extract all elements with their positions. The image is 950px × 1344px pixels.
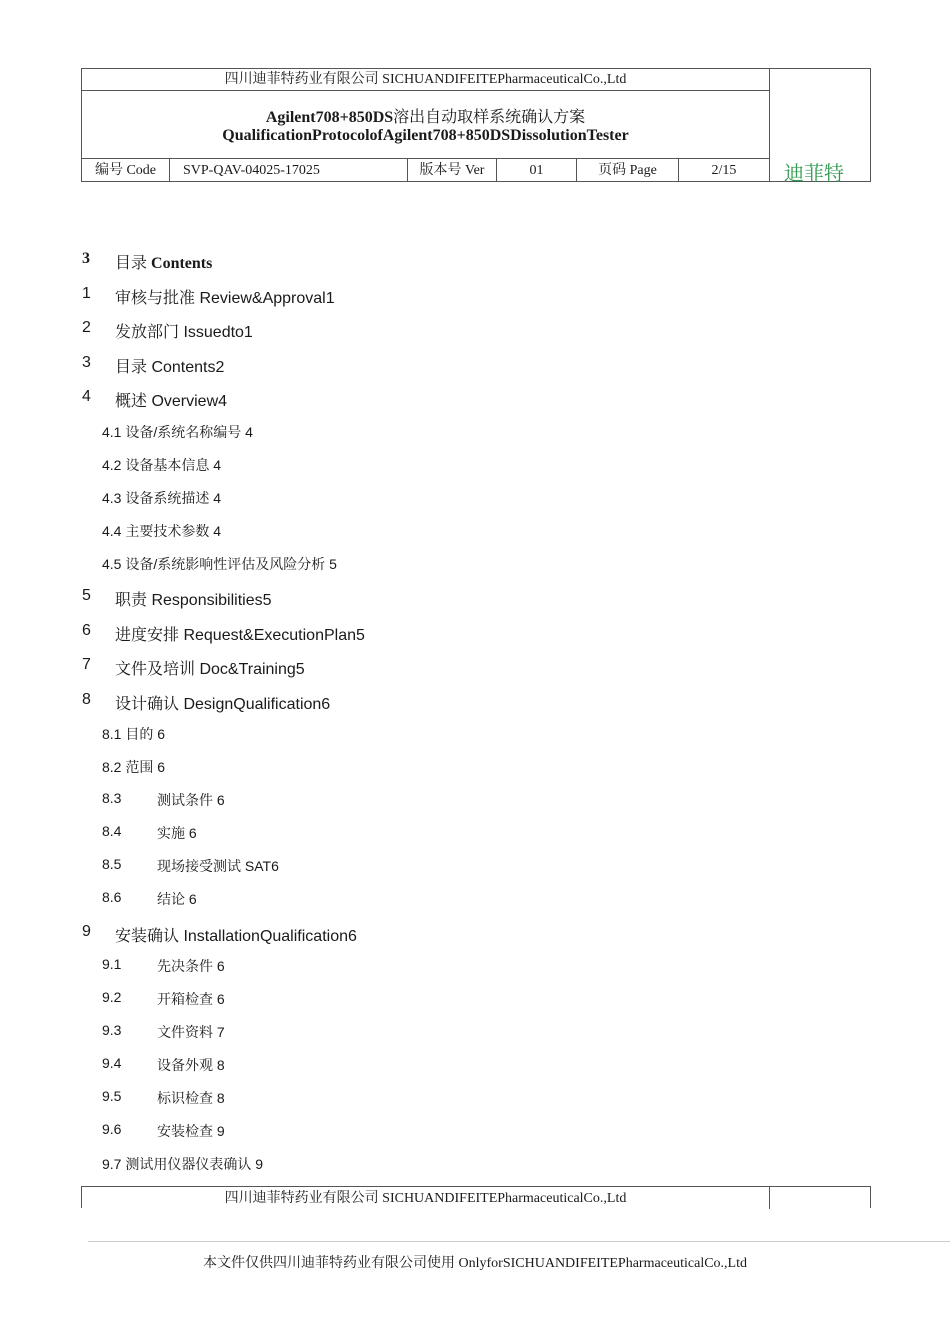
toc-heading-cn: 目录: [115, 255, 148, 272]
toc-entry-text: 设计确认 DesignQualification6: [115, 696, 331, 713]
toc-entry-number: 9.5: [102, 1088, 122, 1104]
footer-divider: [88, 1241, 950, 1242]
toc-entry-text: 先决条件 6: [157, 958, 225, 974]
toc-entry-text: 4.3 设备系统描述 4: [102, 490, 222, 506]
toc-entry-text: 标识检查 8: [157, 1090, 225, 1106]
toc-entry-text: 测试条件 6: [157, 792, 225, 808]
toc-entry-text: 实施 6: [157, 825, 197, 841]
toc-entry-number: 2: [82, 319, 91, 336]
toc-entry-text: 文件资料 7: [157, 1024, 225, 1040]
toc-entry-number: 8.4: [102, 823, 122, 839]
toc-entry-text: 4.4 主要技术参数 4: [102, 523, 222, 539]
header-title-cn: [82, 104, 769, 127]
toc-entry-text: 安装检查 9: [157, 1123, 225, 1139]
toc-entry-number: 9: [82, 923, 91, 940]
toc-heading-en: Contents: [151, 255, 213, 272]
page-value: 2/15: [711, 163, 737, 178]
toc-entry-text: 4.5 设备/系统影响性评估及风险分析 5: [102, 556, 337, 572]
toc-entry-text: 结论 6: [157, 891, 197, 907]
toc-entry-text: 设备外观 8: [157, 1057, 225, 1073]
toc-entry-number: 5: [82, 587, 91, 604]
toc-entry-text: 发放部门 Issuedto1: [115, 324, 253, 341]
toc-entry-number: 1: [82, 285, 91, 302]
toc-entry-number: 9.3: [102, 1022, 122, 1038]
toc-entry-number: 8.5: [102, 856, 122, 872]
document-header: [81, 68, 871, 185]
ver-label: 版本号 Ver: [408, 159, 497, 182]
page-label: 页码 Page: [577, 159, 679, 182]
page-footer: 本文件仅供四川迪菲特药业有限公司使用 OnlyforSICHUANDIFEITEPharmaceuticalCo.,Ltd: [203, 1256, 747, 1271]
toc-heading-text: [115, 250, 212, 273]
code-label: 编号 Code: [82, 159, 170, 182]
toc-entry-number: 8.3: [102, 790, 122, 806]
header-title-cn-text: 溶出自动取样系统确认方案: [393, 109, 586, 126]
header-meta-row: [82, 159, 770, 182]
toc-entry-text: 4.2 设备基本信息 4: [102, 457, 222, 473]
toc-entry-number: 4: [82, 388, 91, 405]
toc-entry-text: 审核与批准 Review&Approval1: [115, 290, 335, 307]
toc-entry-number: 9.2: [102, 989, 122, 1005]
toc-entry-number: 8: [82, 691, 91, 708]
header-title-en: QualificationProtocolofAgilent708+850DSDissolutionTester: [222, 127, 629, 144]
toc-entry-text: 职责 Responsibilities5: [115, 592, 272, 609]
toc-entry-text: 文件及培训 Doc&Training5: [115, 661, 305, 678]
toc-entry-text: 概述 Overview4: [115, 393, 228, 410]
toc-entry-text: 8.1 目的 6: [102, 726, 166, 742]
toc-entry-text: 8.2 范围 6: [102, 759, 166, 775]
company-logo: [770, 69, 870, 185]
toc-entry-number: 6: [82, 622, 91, 639]
next-page-header: [81, 1186, 871, 1208]
toc-entry-number: 8.6: [102, 889, 122, 905]
toc-entry-number: 9.1: [102, 956, 122, 972]
toc-entry-text: 开箱检查 6: [157, 991, 225, 1007]
toc-entry-number: 3: [82, 354, 91, 371]
toc-entry-text: 目录 Contents2: [115, 359, 225, 376]
toc-entry-number: 9.6: [102, 1121, 122, 1137]
header-company: 四川迪菲特药业有限公司 SICHUANDIFEITEPharmaceuticalCo.,Ltd: [82, 69, 770, 91]
toc-entry-text: 9.7 测试用仪器仪表确认 9: [102, 1156, 264, 1172]
logo-text: 迪菲特: [784, 163, 844, 185]
toc-entry-text: 安装确认 InstallationQualification6: [115, 928, 357, 945]
toc-entry-number: 9.4: [102, 1055, 122, 1071]
next-header-company: 四川迪菲特药业有限公司 SICHUANDIFEITEPharmaceuticalCo.,Ltd: [82, 1187, 770, 1209]
header-title-prefix: Agilent708+850DS: [265, 109, 394, 126]
toc-entry-text: 进度安排 Request&ExecutionPlan5: [115, 627, 365, 644]
toc-entry-text: 现场接受测试 SAT6: [157, 858, 279, 874]
code-value: SVP-QAV-04025-17025: [170, 159, 408, 182]
header-title-block: [82, 91, 770, 159]
toc-heading-number: 3: [82, 250, 90, 267]
ver-value: 01: [497, 159, 577, 182]
toc-entry-number: 7: [82, 656, 91, 673]
toc-entry-text: 4.1 设备/系统名称编号 4: [102, 424, 253, 440]
